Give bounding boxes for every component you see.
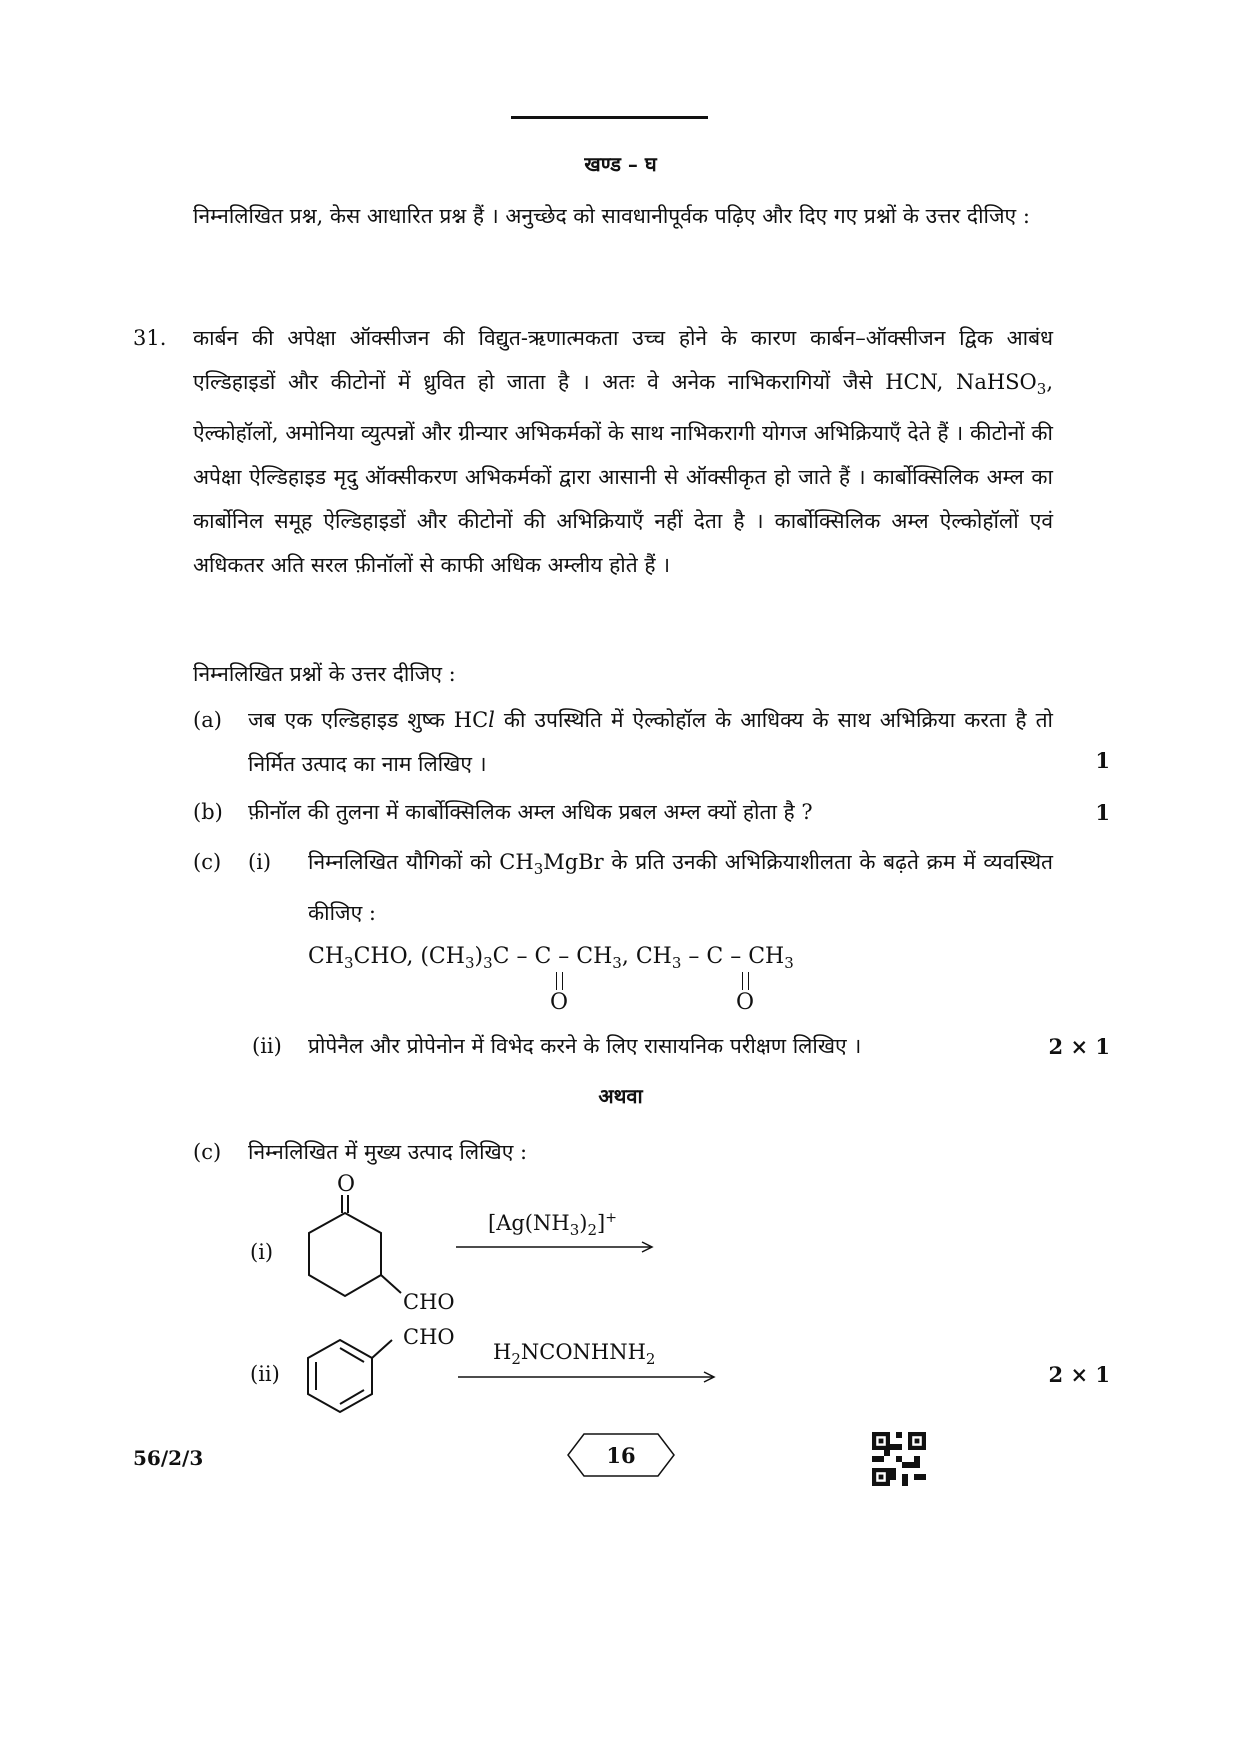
part-a-marks: 1 [1095,748,1110,773]
qr-code-icon [872,1432,926,1486]
carbonyl-oxygen-2: O [736,990,755,1015]
aldehyde-group-2: CHO [403,1325,455,1349]
top-rule [511,116,708,119]
part-c-marks: 2 × 1 [1048,1034,1110,1059]
part-c-i-label: (i) [248,850,272,874]
part-c-i-text: निम्नलिखित यौगिकों को $CH_3MgBr$ के प्रति उनकी अभिक्रियाशीलता के बढ़ते क्रम में व्यवस्थित कीजिए : [308,850,1054,925]
paragraph-part2: , ऐल्कोहॉलों, अमोनिया व्युत्पन्नों और ग्रीन्यार अभिकर्मकों के साथ नाभिकरागी योगज अभिक्रियाएँ देते हैं । कीटोनों की अपेक्षा ऐल्डिहाइड मृदु ऑक्सीकरण अभिकर्मकों द्वारा आसानी से ऑक्सीकृत हो जाते हैं । कार्बोक्सिलिक अम्ल का कार्बोनिल समूह ऐल्डिहाइडों और कीटोनों की अभिक्रियाएँ नहीं देता है । कार्बोक्सिलिक अम्ल ऐल्कोहॉलों एवं अधिकतर अति सरल फ़ीनॉलों से काफी अधिक अम्लीय होते हैं । [193,370,1053,577]
alt-c-i-label: (i) [250,1240,274,1264]
or-label: अथवा [598,1084,643,1108]
page-number: 16 [606,1443,636,1468]
case-paragraph [193,316,1053,587]
alt-c-label: (c) [193,1140,222,1164]
carbonyl-oxygen-1: O [550,990,569,1015]
ketone-oxygen: O [337,1172,356,1197]
part-b-marks: 1 [1095,800,1110,825]
carbonyl-bond-2 [742,972,749,990]
part-b-label: (b) [193,800,223,824]
compounds-formula: $CH_3CHO$, $(CH_3)_3C$ – C – $CH_3$, $CH_3$ – C – $CH_3$ [308,944,794,972]
part-a-text: जब एक एल्डिहाइड शुष्क HCl की उपस्थिति में ऐल्कोहॉल के आधिक्य के साथ अभिक्रिया करता है तो निर्मित उत्पाद का नाम लिखिए । [248,708,1053,776]
section-title: खण्ड – घ [584,152,657,176]
paragraph-part1: कार्बन की अपेक्षा ऑक्सीजन की विद्युत-ऋणात्मकता उच्च होने के कारण कार्बन–ऑक्सीजन द्विक आबंध एल्डिहाइडों और कीटोनों में ध्रुवित हो जाता है । अतः वे अनेक नाभिकरागियों जैसे HCN, [193,326,1053,394]
benzaldehyde-structure [300,1330,410,1430]
answer-prompt: निम्नलिखित प्रश्नों के उत्तर दीजिए : [193,662,456,686]
question-number: 31. [133,326,167,350]
tollens-reagent: $[Ag(NH_3)_2]^+$ [488,1210,617,1239]
aldehyde-group-1: CHO [403,1290,455,1314]
reaction-arrow-1 [456,1240,656,1254]
carbonyl-bond-1 [556,972,563,990]
semicarbazide-reagent: $H_2NCONHNH_2$ [493,1340,656,1368]
part-b-text: फ़ीनॉल की तुलना में कार्बोक्सिलिक अम्ल अधिक प्रबल अम्ल क्यों होता है ? [248,800,813,824]
part-c-ii-label: (ii) [252,1034,282,1058]
part-c-label: (c) [193,850,222,874]
instructions: निम्नलिखित प्रश्न, केस आधारित प्रश्न हैं । अनुच्छेद को सावधानीपूर्वक पढ़िए और दिए गए प्रश्नों के उत्तर दीजिए : [193,204,1030,228]
alt-c-ii-label: (ii) [250,1362,280,1386]
paper-code: 56/2/3 [133,1446,204,1470]
alt-c-marks: 2 × 1 [1048,1362,1110,1387]
alt-c-text: निम्नलिखित में मुख्य उत्पाद लिखिए : [248,1140,528,1164]
nahso3-formula: NaHSO$_3$ [955,370,1047,398]
part-a-label: (a) [193,708,222,732]
reaction-arrow-2 [458,1370,718,1384]
part-c-ii-text: प्रोपेनैल और प्रोपेनोन में विभेद करने के लिए रासायनिक परीक्षण लिखिए । [308,1034,862,1058]
